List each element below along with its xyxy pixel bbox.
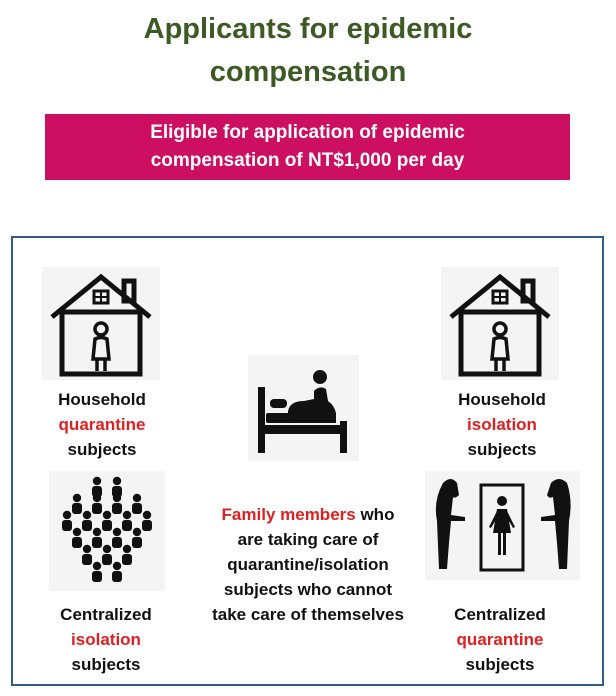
label-keyword: quarantine bbox=[58, 415, 146, 434]
crowd-person-icon bbox=[72, 494, 82, 514]
label-line: subjects bbox=[71, 655, 141, 674]
eligibility-banner bbox=[45, 114, 570, 180]
household-isolation-label bbox=[440, 387, 564, 462]
crowd-graphic bbox=[49, 471, 165, 591]
label-line: Household bbox=[458, 390, 546, 409]
centralized-quarantine-label bbox=[438, 602, 562, 677]
label-keyword: isolation bbox=[71, 630, 141, 649]
crowd-person-icon bbox=[102, 545, 112, 565]
house-person-icon bbox=[441, 267, 559, 380]
label-keyword: quarantine bbox=[456, 630, 544, 649]
family-members-text bbox=[198, 502, 418, 627]
label-line: Household bbox=[58, 390, 146, 409]
crowd-person-icon bbox=[102, 511, 112, 531]
banner-line-1: Eligible for application of epidemic bbox=[150, 122, 465, 143]
crowd-person-icon bbox=[112, 494, 122, 514]
centralized-isolation-label bbox=[44, 602, 168, 677]
family-line-4: subjects who cannot bbox=[223, 580, 393, 599]
family-line-2: are taking care of bbox=[237, 530, 379, 549]
label-line: subjects bbox=[467, 440, 537, 459]
crowd-person-icon bbox=[122, 545, 132, 565]
family-highlight: Family members bbox=[221, 505, 356, 524]
crowd-person-icon bbox=[72, 528, 82, 548]
bed-patient-icon bbox=[248, 355, 359, 461]
label-line: subjects bbox=[465, 655, 535, 674]
banner-line-2: compensation of NT$1,000 per day bbox=[150, 150, 465, 171]
crowd-person-icon bbox=[132, 528, 142, 548]
screening-graphic bbox=[425, 471, 580, 580]
crowd-icon bbox=[49, 471, 165, 591]
crowd-person-icon bbox=[112, 562, 122, 582]
crowd-person-icon bbox=[82, 545, 92, 565]
crowd-person-icon bbox=[92, 494, 102, 514]
page-title bbox=[0, 8, 616, 94]
family-line-1 bbox=[198, 502, 418, 527]
house-left-graphic bbox=[42, 267, 160, 380]
people-screening-icon bbox=[425, 471, 580, 580]
crowd-person-icon bbox=[82, 511, 92, 531]
house-right-graphic bbox=[441, 267, 559, 380]
crowd-person-icon bbox=[112, 528, 122, 548]
label-line: subjects bbox=[67, 440, 137, 459]
label-line: Centralized bbox=[60, 605, 152, 624]
family-line-5: take care of themselves bbox=[212, 605, 404, 624]
crowd-person-icon bbox=[92, 562, 102, 582]
title-line-1: Applicants for epidemic bbox=[143, 13, 473, 45]
house-person-icon bbox=[42, 267, 160, 380]
label-keyword: isolation bbox=[467, 415, 537, 434]
crowd-person-icon bbox=[132, 494, 142, 514]
title-line-2: compensation bbox=[209, 56, 407, 88]
label-line: Centralized bbox=[454, 605, 546, 624]
household-quarantine-label bbox=[40, 387, 164, 462]
crowd-person-icon bbox=[122, 511, 132, 531]
crowd-person-icon bbox=[142, 511, 152, 531]
crowd-person-icon bbox=[92, 528, 102, 548]
family-line-3: quarantine/isolation bbox=[227, 555, 389, 574]
bed-graphic bbox=[248, 355, 359, 461]
family-line-1-rest: who bbox=[355, 505, 395, 524]
crowd-person-icon bbox=[62, 511, 72, 531]
